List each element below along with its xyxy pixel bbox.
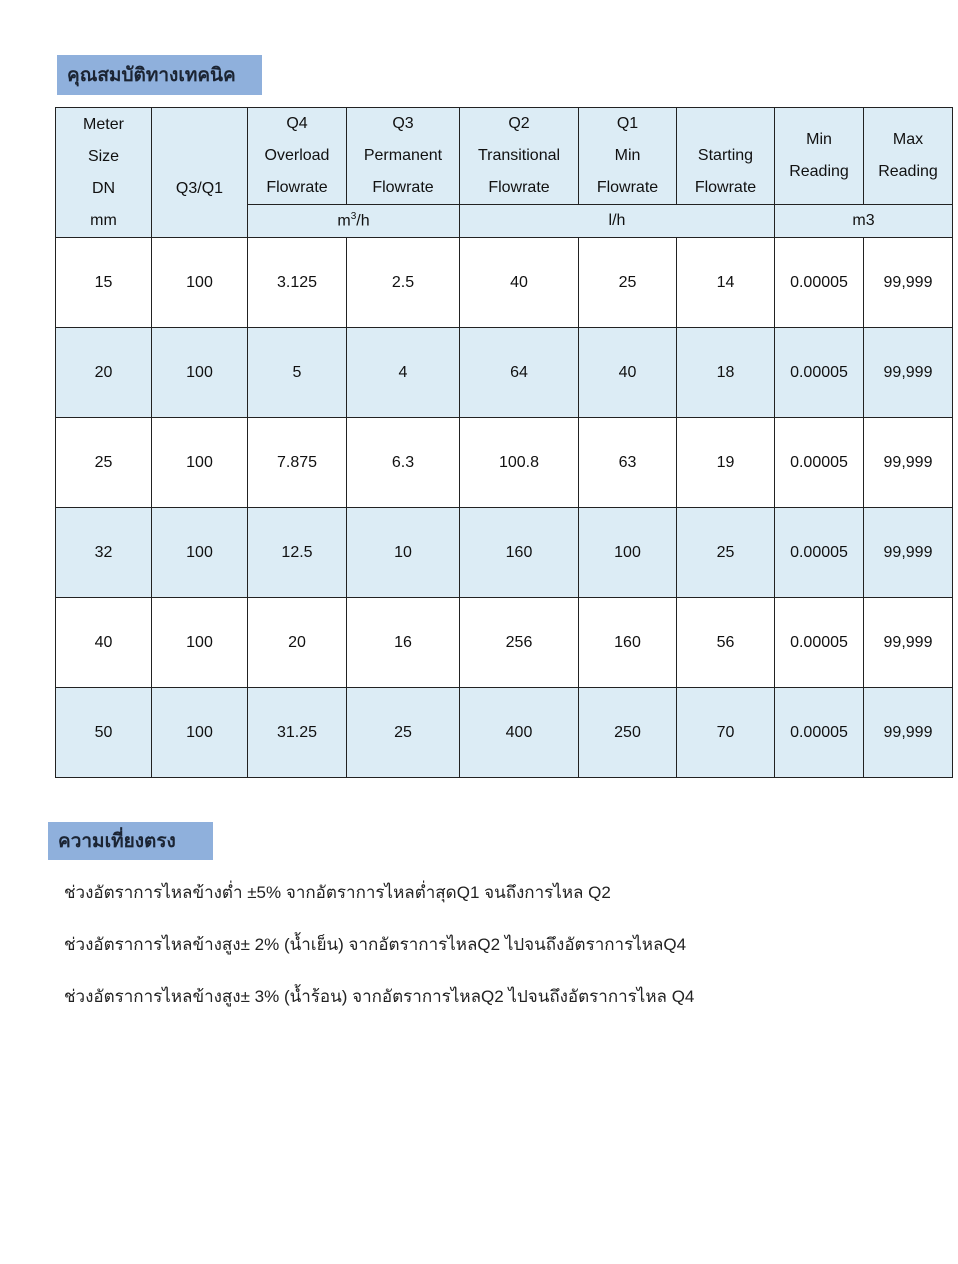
- cell-max-reading: 99,999: [864, 508, 953, 598]
- header-q4: Q4 Overload Flowrate: [248, 108, 347, 205]
- cell-starting: 18: [677, 328, 775, 418]
- cell-dn: 15: [56, 238, 152, 328]
- cell-ratio: 100: [152, 418, 248, 508]
- cell-dn: 20: [56, 328, 152, 418]
- cell-ratio: 100: [152, 238, 248, 328]
- cell-dn: 32: [56, 508, 152, 598]
- cell-q4: 3.125: [248, 238, 347, 328]
- cell-max-reading: 99,999: [864, 238, 953, 328]
- cell-q2: 100.8: [460, 418, 579, 508]
- cell-ratio: 100: [152, 688, 248, 778]
- cell-ratio: 100: [152, 508, 248, 598]
- table-row: [56, 418, 953, 508]
- cell-q4: 31.25: [248, 688, 347, 778]
- cell-ratio: 100: [152, 598, 248, 688]
- table-row: [56, 688, 953, 778]
- cell-q1: 100: [579, 508, 677, 598]
- table-row: [56, 238, 953, 328]
- cell-q2: 64: [460, 328, 579, 418]
- cell-starting: 14: [677, 238, 775, 328]
- cell-q4: 7.875: [248, 418, 347, 508]
- cell-q2: 400: [460, 688, 579, 778]
- cell-q3: 25: [347, 688, 460, 778]
- cell-starting: 25: [677, 508, 775, 598]
- cell-min-reading: 0.00005: [775, 688, 864, 778]
- table-row: [56, 508, 953, 598]
- cell-q2: 160: [460, 508, 579, 598]
- table-row: [56, 328, 953, 418]
- cell-dn: 40: [56, 598, 152, 688]
- cell-dn: 25: [56, 418, 152, 508]
- cell-q3: 10: [347, 508, 460, 598]
- cell-q1: 40: [579, 328, 677, 418]
- cell-q3: 16: [347, 598, 460, 688]
- cell-max-reading: 99,999: [864, 688, 953, 778]
- cell-starting: 19: [677, 418, 775, 508]
- cell-starting: 56: [677, 598, 775, 688]
- unit-lh: l/h: [460, 205, 775, 238]
- accuracy-title: ความเที่ยงตรง: [48, 822, 213, 860]
- cell-max-reading: 99,999: [864, 598, 953, 688]
- header-min-reading: Min Reading: [775, 108, 864, 205]
- accuracy-note-high-cold: ช่วงอัตราการไหลข้างสูง± 2% (น้ำเย็น) จากอัตราการไหลQ2 ไปจนถึงอัตราการไหลQ4: [64, 935, 687, 954]
- technical-specs-title: คุณสมบัติทางเทคนิค: [57, 55, 262, 95]
- header-q3: Q3 Permanent Flowrate: [347, 108, 460, 205]
- table-row: [56, 598, 953, 688]
- cell-max-reading: 99,999: [864, 418, 953, 508]
- cell-q2: 40: [460, 238, 579, 328]
- cell-min-reading: 0.00005: [775, 328, 864, 418]
- unit-m3: m3: [775, 205, 953, 238]
- accuracy-notes: [64, 878, 694, 1034]
- cell-q3: 6.3: [347, 418, 460, 508]
- cell-max-reading: 99,999: [864, 328, 953, 418]
- header-max-reading: Max Reading: [864, 108, 953, 205]
- cell-q3: 2.5: [347, 238, 460, 328]
- cell-q4: 20: [248, 598, 347, 688]
- cell-q1: 25: [579, 238, 677, 328]
- header-q1: Q1 Min Flowrate: [579, 108, 677, 205]
- cell-min-reading: 0.00005: [775, 508, 864, 598]
- header-ratio: Q3/Q1: [152, 108, 248, 238]
- cell-q4: 5: [248, 328, 347, 418]
- cell-q1: 63: [579, 418, 677, 508]
- header-starting: Starting Flowrate: [677, 108, 775, 205]
- cell-q1: 250: [579, 688, 677, 778]
- cell-min-reading: 0.00005: [775, 238, 864, 328]
- cell-q2: 256: [460, 598, 579, 688]
- cell-min-reading: 0.00005: [775, 418, 864, 508]
- accuracy-note-high-hot: ช่วงอัตราการไหลข้างสูง± 3% (น้ำร้อน) จากอัตราการไหลQ2 ไปจนถึงอัตราการไหล Q4: [64, 987, 695, 1006]
- cell-dn: 50: [56, 688, 152, 778]
- accuracy-note-low: ช่วงอัตราการไหลข้างต่ำ ±5% จากอัตราการไหลต่ำสุดQ1 จนถึงการไหล Q2: [64, 883, 611, 902]
- cell-q3: 4: [347, 328, 460, 418]
- cell-starting: 70: [677, 688, 775, 778]
- cell-q1: 160: [579, 598, 677, 688]
- cell-q4: 12.5: [248, 508, 347, 598]
- specification-table: [55, 107, 953, 778]
- header-q2: Q2 Transitional Flowrate: [460, 108, 579, 205]
- cell-min-reading: 0.00005: [775, 598, 864, 688]
- header-meter-size: Meter Size DN mm: [56, 108, 152, 238]
- unit-m3h: $m^3/h$: [248, 205, 460, 238]
- cell-ratio: 100: [152, 328, 248, 418]
